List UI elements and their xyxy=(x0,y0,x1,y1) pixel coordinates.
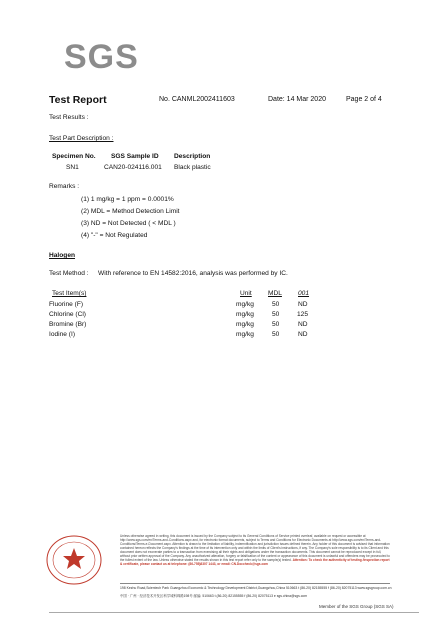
specimen-header-id: SGS Sample ID xyxy=(111,153,159,160)
results-header-mdl: MDL xyxy=(268,290,282,297)
report-date: Date: 14 Mar 2020 xyxy=(268,96,326,103)
specimen-header-no: Specimen No. xyxy=(52,153,96,160)
footer-attention: Attention: To check the authenticity of testing /inspection report & certificate, please contact us at telephone: (86-755)8307 1443, or email: CN.Doccheck@sgs.com xyxy=(120,558,390,566)
result-item: Iodine (I) xyxy=(49,331,76,338)
specimen-no: SN1 xyxy=(66,164,79,171)
result-unit: mg/kg xyxy=(236,321,254,328)
remark-item: (3) ND = Not Detected ( < MDL ) xyxy=(81,220,176,227)
result-item: Fluorine (F) xyxy=(49,301,84,308)
test-results-label: Test Results : xyxy=(49,114,89,121)
remark-item: (2) MDL = Method Detection Limit xyxy=(81,208,180,215)
result-mdl: 50 xyxy=(272,321,280,328)
footer-divider xyxy=(120,583,390,584)
section-title: Halogen xyxy=(49,252,76,259)
report-number: No. CANML2002411603 xyxy=(159,96,235,103)
sgs-logo: SGS xyxy=(64,38,139,76)
report-title: Test Report xyxy=(49,94,107,106)
accreditation-stamp xyxy=(44,534,114,586)
specimen-sample-id: CAN20-024116.001 xyxy=(104,164,162,171)
footer-address-cn: 中国 · 广州 · 经济技术开发区科学城科珠路198号 邮编: 510663 t (86-20) 82155555 f (86-20) 82075113 e sgs.china@sgs.com xyxy=(120,594,308,598)
test-method-label: Test Method : xyxy=(49,270,89,277)
result-item: Bromine (Br) xyxy=(49,321,87,328)
specimen-description: Black plastic xyxy=(174,164,211,171)
results-header-unit: Unit xyxy=(240,290,252,297)
result-unit: mg/kg xyxy=(236,331,254,338)
remark-item: (4) "-" = Not Regulated xyxy=(81,232,148,239)
result-mdl: 50 xyxy=(272,311,280,318)
result-value: 125 xyxy=(297,311,309,318)
bottom-rule xyxy=(49,612,419,613)
footer-disclaimer: Unless otherwise agreed in writing, this document is issued by the Company subject to its General Conditions of Service printed overleaf, available on request or accessible at http://www.sgs.com/en/Terms-and-Conditions.aspx and, for electronic format documents, subject to Terms and Conditions for Electronic Documents at http://www.sgs.com/en/Terms-and-Conditions/Terms-e-Document.aspx. Attention is drawn to the limitation of liability, indemnification and jurisdiction issues defined therein. Any holder of this document is advised that information contained hereon reflects the Company's findings at the time of its intervention only and within the limits of Client's instructions, if any. The Company's sole responsibility is to its Client and this document does not exonerate parties to a transaction from exercising all their rights and obligations under the transaction documents. This document cannot be reproduced except in full, without prior written approval of the Company. Any unauthorized alteration, forgery or falsification of the content or appearance of this document is unlawful and offenders may be prosecuted to the fullest extent of the law. Unless otherwise stated the results shown in this test report refer only to the sample(s) tested. Attention: To check the authenticity of testing /inspection report & certificate, please contact us at telephone: (86-755)8307 1443, or email: CN.Doccheck@sgs.com xyxy=(120,534,390,566)
specimen-header-desc: Description xyxy=(174,153,211,160)
results-header-sample: 001 xyxy=(298,290,310,297)
results-header-item: Test Item(s) xyxy=(52,290,87,297)
test-part-label: Test Part Description : xyxy=(49,135,114,142)
result-mdl: 50 xyxy=(272,331,280,338)
result-value: ND xyxy=(298,331,308,338)
member-text: Member of the SGS Group (SGS SA) xyxy=(319,604,394,609)
remarks-label: Remarks : xyxy=(49,183,80,190)
footer-address-en: 198 Kezhu Road,Scientech Park Guangzhou Economic & Technology Development District,Guangzhou,China 510663 t (86-20) 82155555 f (86-20) 82075113 www.sgsgroup.com.cn xyxy=(120,586,392,590)
remark-item: (1) 1 mg/kg = 1 ppm = 0.0001% xyxy=(81,196,174,203)
test-method-text: With reference to EN 14582:2016, analysis was performed by IC. xyxy=(98,270,288,277)
result-mdl: 50 xyxy=(272,301,280,308)
result-unit: mg/kg xyxy=(236,311,254,318)
result-item: Chlorine (Cl) xyxy=(49,311,87,318)
result-value: ND xyxy=(298,301,308,308)
result-unit: mg/kg xyxy=(236,301,254,308)
page-number: Page 2 of 4 xyxy=(346,96,382,103)
result-value: ND xyxy=(298,321,308,328)
